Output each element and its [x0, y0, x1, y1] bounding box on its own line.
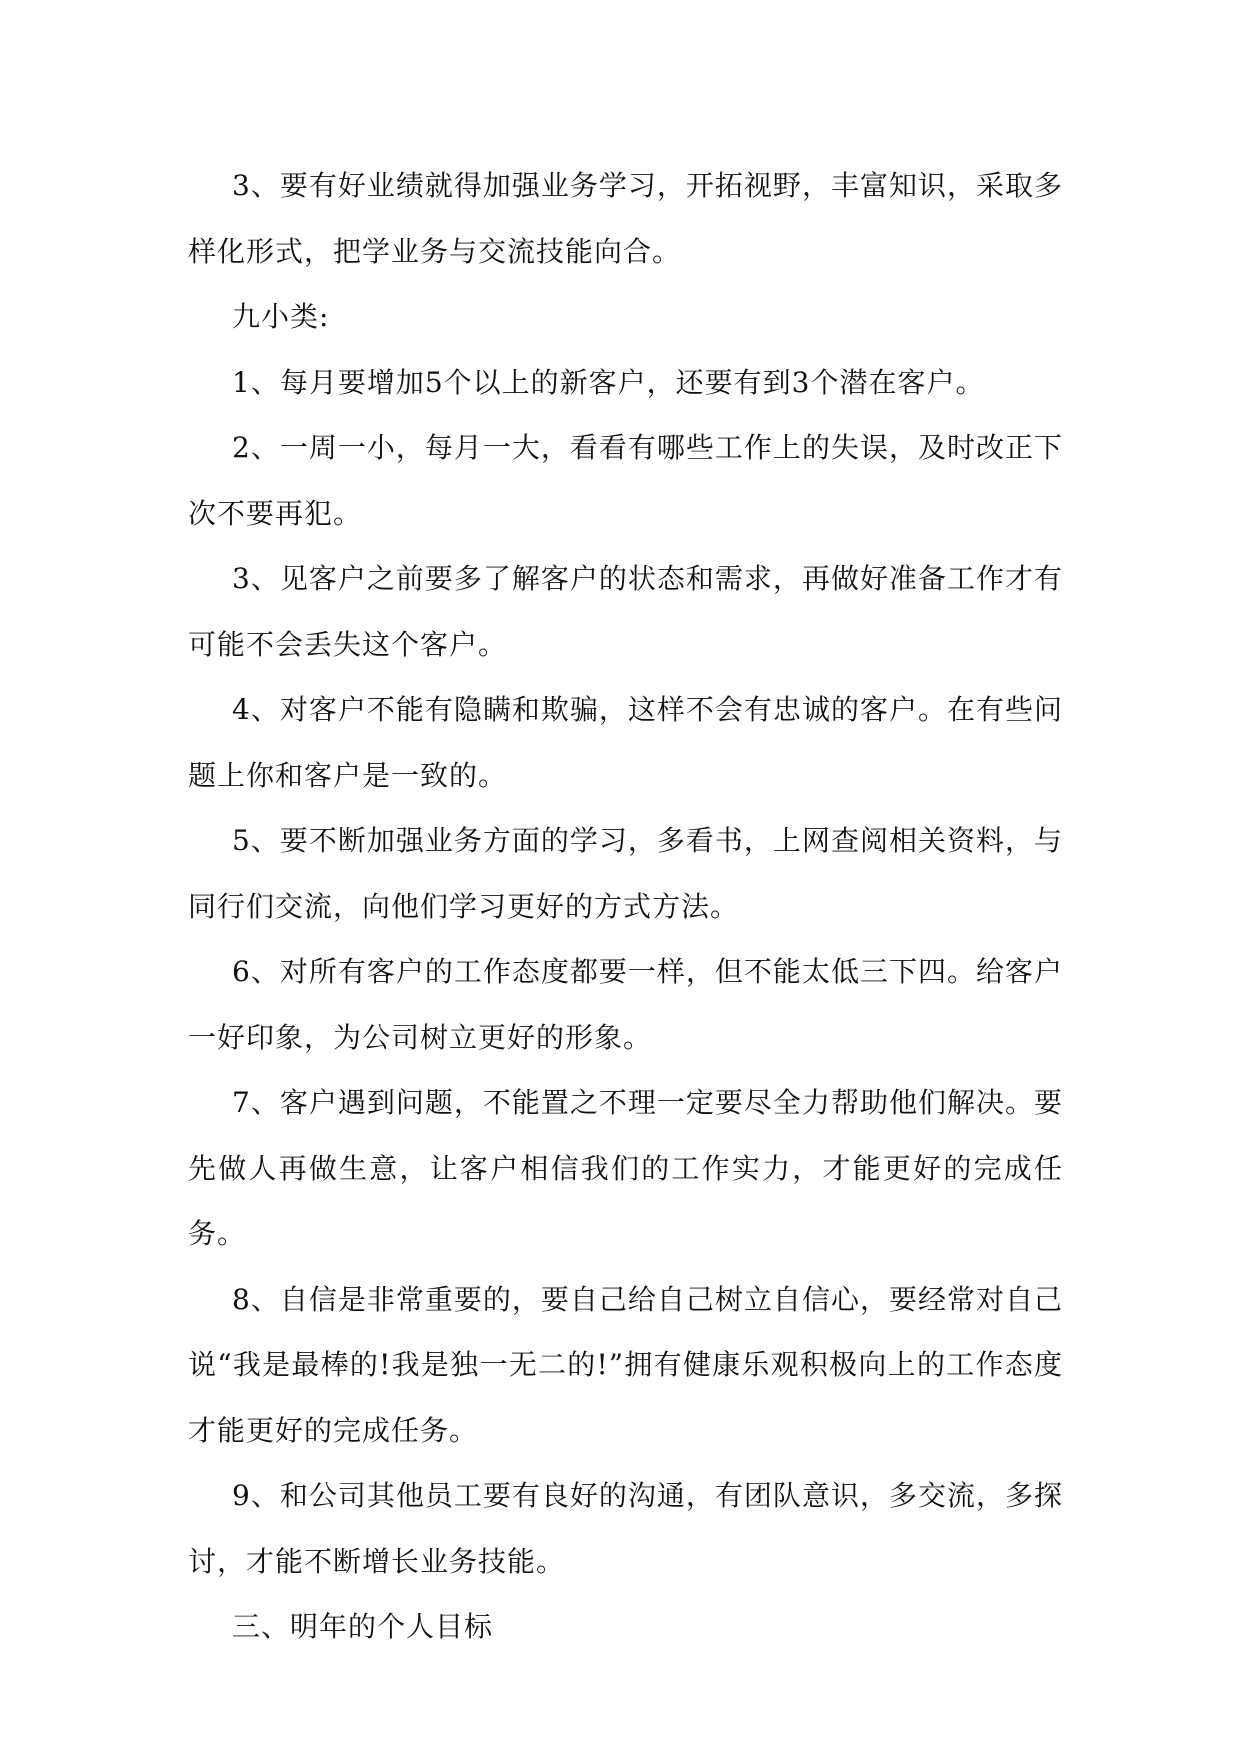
paragraph-item-3-learning: 3、要有好业绩就得加强业务学习，开拓视野，丰富知识，采取多样化形式，把学业务与交流技能向合。 [188, 169, 1063, 268]
section-heading-nine-categories: 九小类: [232, 300, 330, 333]
paragraph-item-7-problem-solving: 7、客户遇到问题，不能置之不理一定要尽全力帮助他们解决。要先做人再做生意，让客户相信我们的工作实力，才能更好的完成任务。 [188, 1086, 1063, 1250]
paragraph-item-9-teamwork: 9、和公司其他员工要有良好的沟通，有团队意识，多交流，多探讨，才能不断增长业务技能。 [188, 1479, 1063, 1578]
paragraph-item-3-preparation: 3、见客户之前要多了解客户的状态和需求，再做好准备工作才有可能不会丢失这个客户。 [188, 562, 1063, 661]
paragraph-item-8-confidence: 8、自信是非常重要的，要自己给自己树立自信心，要经常对自己说“我是最棒的!我是独一无二的!”拥有健康乐观积极向上的工作态度才能更好的完成任务。 [188, 1282, 1063, 1447]
paragraph-item-6-attitude: 6、对所有客户的工作态度都要一样，但不能太低三下四。给客户一好印象，为公司树立更好的形象。 [188, 955, 1063, 1054]
paragraph-item-1-new-clients: 1、每月要增加5个以上的新客户，还要有到3个潜在客户。 [232, 365, 985, 399]
paragraph-item-5-study: 5、要不断加强业务方面的学习，多看书，上网查阅相关资料，与同行们交流，向他们学习更好的方式方法。 [188, 824, 1063, 923]
document-body [188, 153, 1063, 1660]
section-heading-next-year-goals: 三、明年的个人目标 [232, 1610, 494, 1643]
paragraph-item-4-honesty: 4、对客户不能有隐瞒和欺骗，这样不会有忠诚的客户。在有些问题上你和客户是一致的。 [188, 693, 1063, 792]
paragraph-item-2-review: 2、一周一小，每月一大，看看有哪些工作上的失误，及时改正下次不要再犯。 [188, 431, 1063, 530]
